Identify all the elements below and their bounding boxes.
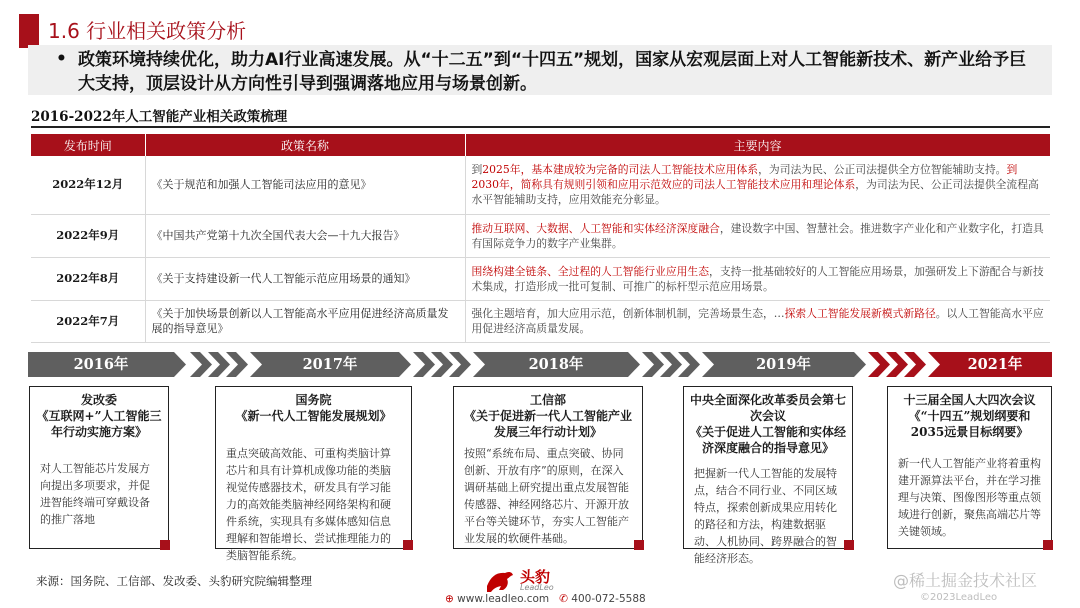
year-label-2018: 2018年 [528,356,584,373]
card-document: 《“十四五”规划纲要和2035远景目标纲要》 [908,409,1031,439]
year-label-2019: 2019年 [756,356,811,373]
card-issuer: 十三届全国人大四次会议 [903,393,1036,407]
row-content: 强化主题培育，加大应用示范，创新体制机制，完善场景生态，…探索人工智能发展新模式新路径。以人工智能高水平应用促进经济高质量发展。 [465,300,1050,342]
policy-card-2021 [887,386,1052,549]
table-row [31,156,1050,214]
leadleo-logo [485,566,565,594]
row-policy-name: 《中国共产党第十九次全国代表大会—十九大报告》 [145,214,465,257]
summary-box [28,45,1052,95]
year-label-2017: 2017年 [302,356,358,373]
chevron-group-1 [190,352,248,377]
card-body: 按照“系统布局、重点突破、协同创新、开放有序”的原则，在深入调研基础上研究提出重点发展智能传感器、神经网络芯片、开源开放平台等关键环节，夯实人工智能产业发展的软硬件基础。 [464,447,629,545]
card-corner-mark [160,540,170,550]
row-content: 到2025年，基本建成较为完备的司法人工智能技术应用体系，为司法为民、公正司法提供全方位智能辅助支持。到2030年，简称具有规则引领和应用示范效应的司法人工智能技术应用和理论体系，为司法为民、公正司法提供全流程高水平智能辅助支持，应用效能充分彰显。 [465,156,1050,214]
policy-card-2018 [453,386,643,549]
header-content: 主要内容 [465,134,1050,156]
row-date: 2022年8月 [31,257,145,300]
card-document: 《互联网+”人工智能三年行动实施方案》 [36,409,162,439]
table-row [31,257,1050,300]
source-note: 来源：国务院、工信部、发改委、头豹研究院编辑整理 [36,574,312,588]
copyright: ©2023LeadLeo [920,592,998,603]
policy-table [31,134,1051,343]
year-label-2021: 2021年 [967,356,1023,373]
row-date: 2022年9月 [31,214,145,257]
logo-text-en: LeadLeo [520,583,554,592]
row-date: 2022年7月 [31,300,145,342]
card-corner-mark [403,540,413,550]
table-title-rule [31,126,1050,128]
phone-number: 400-072-5588 [571,593,646,605]
row-content: 围绕构建全链条、全过程的人工智能行业应用生态，支持一批基础较好的人工智能应用场景，加强研发上下游配合与新技术集成，打造形成一批可复制、可推广的标杆型示范应用场景。 [465,257,1050,300]
chevron-group-4 [868,352,926,377]
card-document: 《新一代人工智能发展规划》 [235,409,392,423]
watermark: @稀土掘金技术社区 [893,571,1038,590]
card-corner-mark [1043,540,1053,550]
logo-text-cn: 头豹 [520,568,551,586]
page-title: 1.6 行业相关政策分析 [48,19,247,43]
card-body: 新一代人工智能产业将着重构建开源算法平台，并在学习推理与决策、图像图形等重点领域进行创新，聚焦高端芯片等关键领域。 [898,457,1041,538]
policy-card-2016 [29,386,169,549]
table-row [31,300,1050,342]
card-issuer: 国务院 [295,393,332,407]
card-document: 《关于促进新一代人工智能产业发展三年行动计划》 [463,409,632,439]
row-policy-name: 《关于支持建设新一代人工智能示范应用场景的通知》 [145,257,465,300]
row-policy-name: 《关于规范和加强人工智能司法应用的意见》 [145,156,465,214]
phone-icon: ✆ [559,593,572,605]
table-row [31,214,1050,257]
chevron-group-2 [413,352,471,377]
globe-icon: ⊕ [445,593,458,605]
table-title: 2016-2022年人工智能产业相关政策梳理 [31,109,288,125]
card-issuer: 中央全面深化改革委员会第七次会议 [690,393,847,423]
title-accent-bar [19,14,39,48]
header-policy-name: 政策名称 [145,134,465,156]
timeline [28,352,1052,377]
row-date: 2022年12月 [31,156,145,214]
contact-line [445,593,646,605]
card-document: 《关于促进人工智能和实体经济深度融合的指导意见》 [690,425,847,455]
year-label-2016: 2016年 [73,356,129,373]
chevron-group-3 [642,352,700,377]
summary-bullet: • [56,49,67,69]
summary-text: 政策环境持续优化，助力AI行业高速发展。从“十二五”到“十四五”规划，国家从宏观层面上对人工智能新技术、新产业给予巨大支持，顶层设计从方向性引导到强调落地应用与场景创新。 [78,50,1027,94]
row-content: 推动互联网、大数据、人工智能和实体经济深度融合，建设数字中国、智慧社会。推进数字产业化和产业数字化，打造具有国际竞争力的数字产业集群。 [465,214,1050,257]
policy-card-2017 [215,386,412,562]
row-policy-name: 《关于加快场景创新以人工智能高水平应用促进经济高质量发展的指导意见》 [145,300,465,342]
card-body: 对人工智能芯片发展方向提出多项要求，并促进智能终端可穿戴设备的推广落地 [40,462,150,526]
card-corner-mark [634,540,644,550]
leopard-icon [485,566,515,594]
website-link[interactable]: www.leadleo.com [457,593,550,605]
card-issuer: 工信部 [529,393,566,407]
card-body: 把握新一代人工智能的发展特点，结合不同行业、不同区域特点，探索创新成果应用转化的路径和方法，构建数据驱动、人机协同、跨界融合的智能经济形态。 [694,467,837,565]
card-issuer: 发改委 [80,393,117,407]
card-body: 重点突破高效能、可重构类脑计算芯片和具有计算机成像功能的类脑视觉传感器技术，研发具有学习能力的高效能类脑神经网络架构和硬件系统，实现具有多媒体感知信息理解和智能增长、尝试推理能力的类脑智能系统。 [226,447,391,562]
header-date: 发布时间 [31,134,145,156]
card-corner-mark [844,540,854,550]
policy-card-2019 [683,386,853,565]
